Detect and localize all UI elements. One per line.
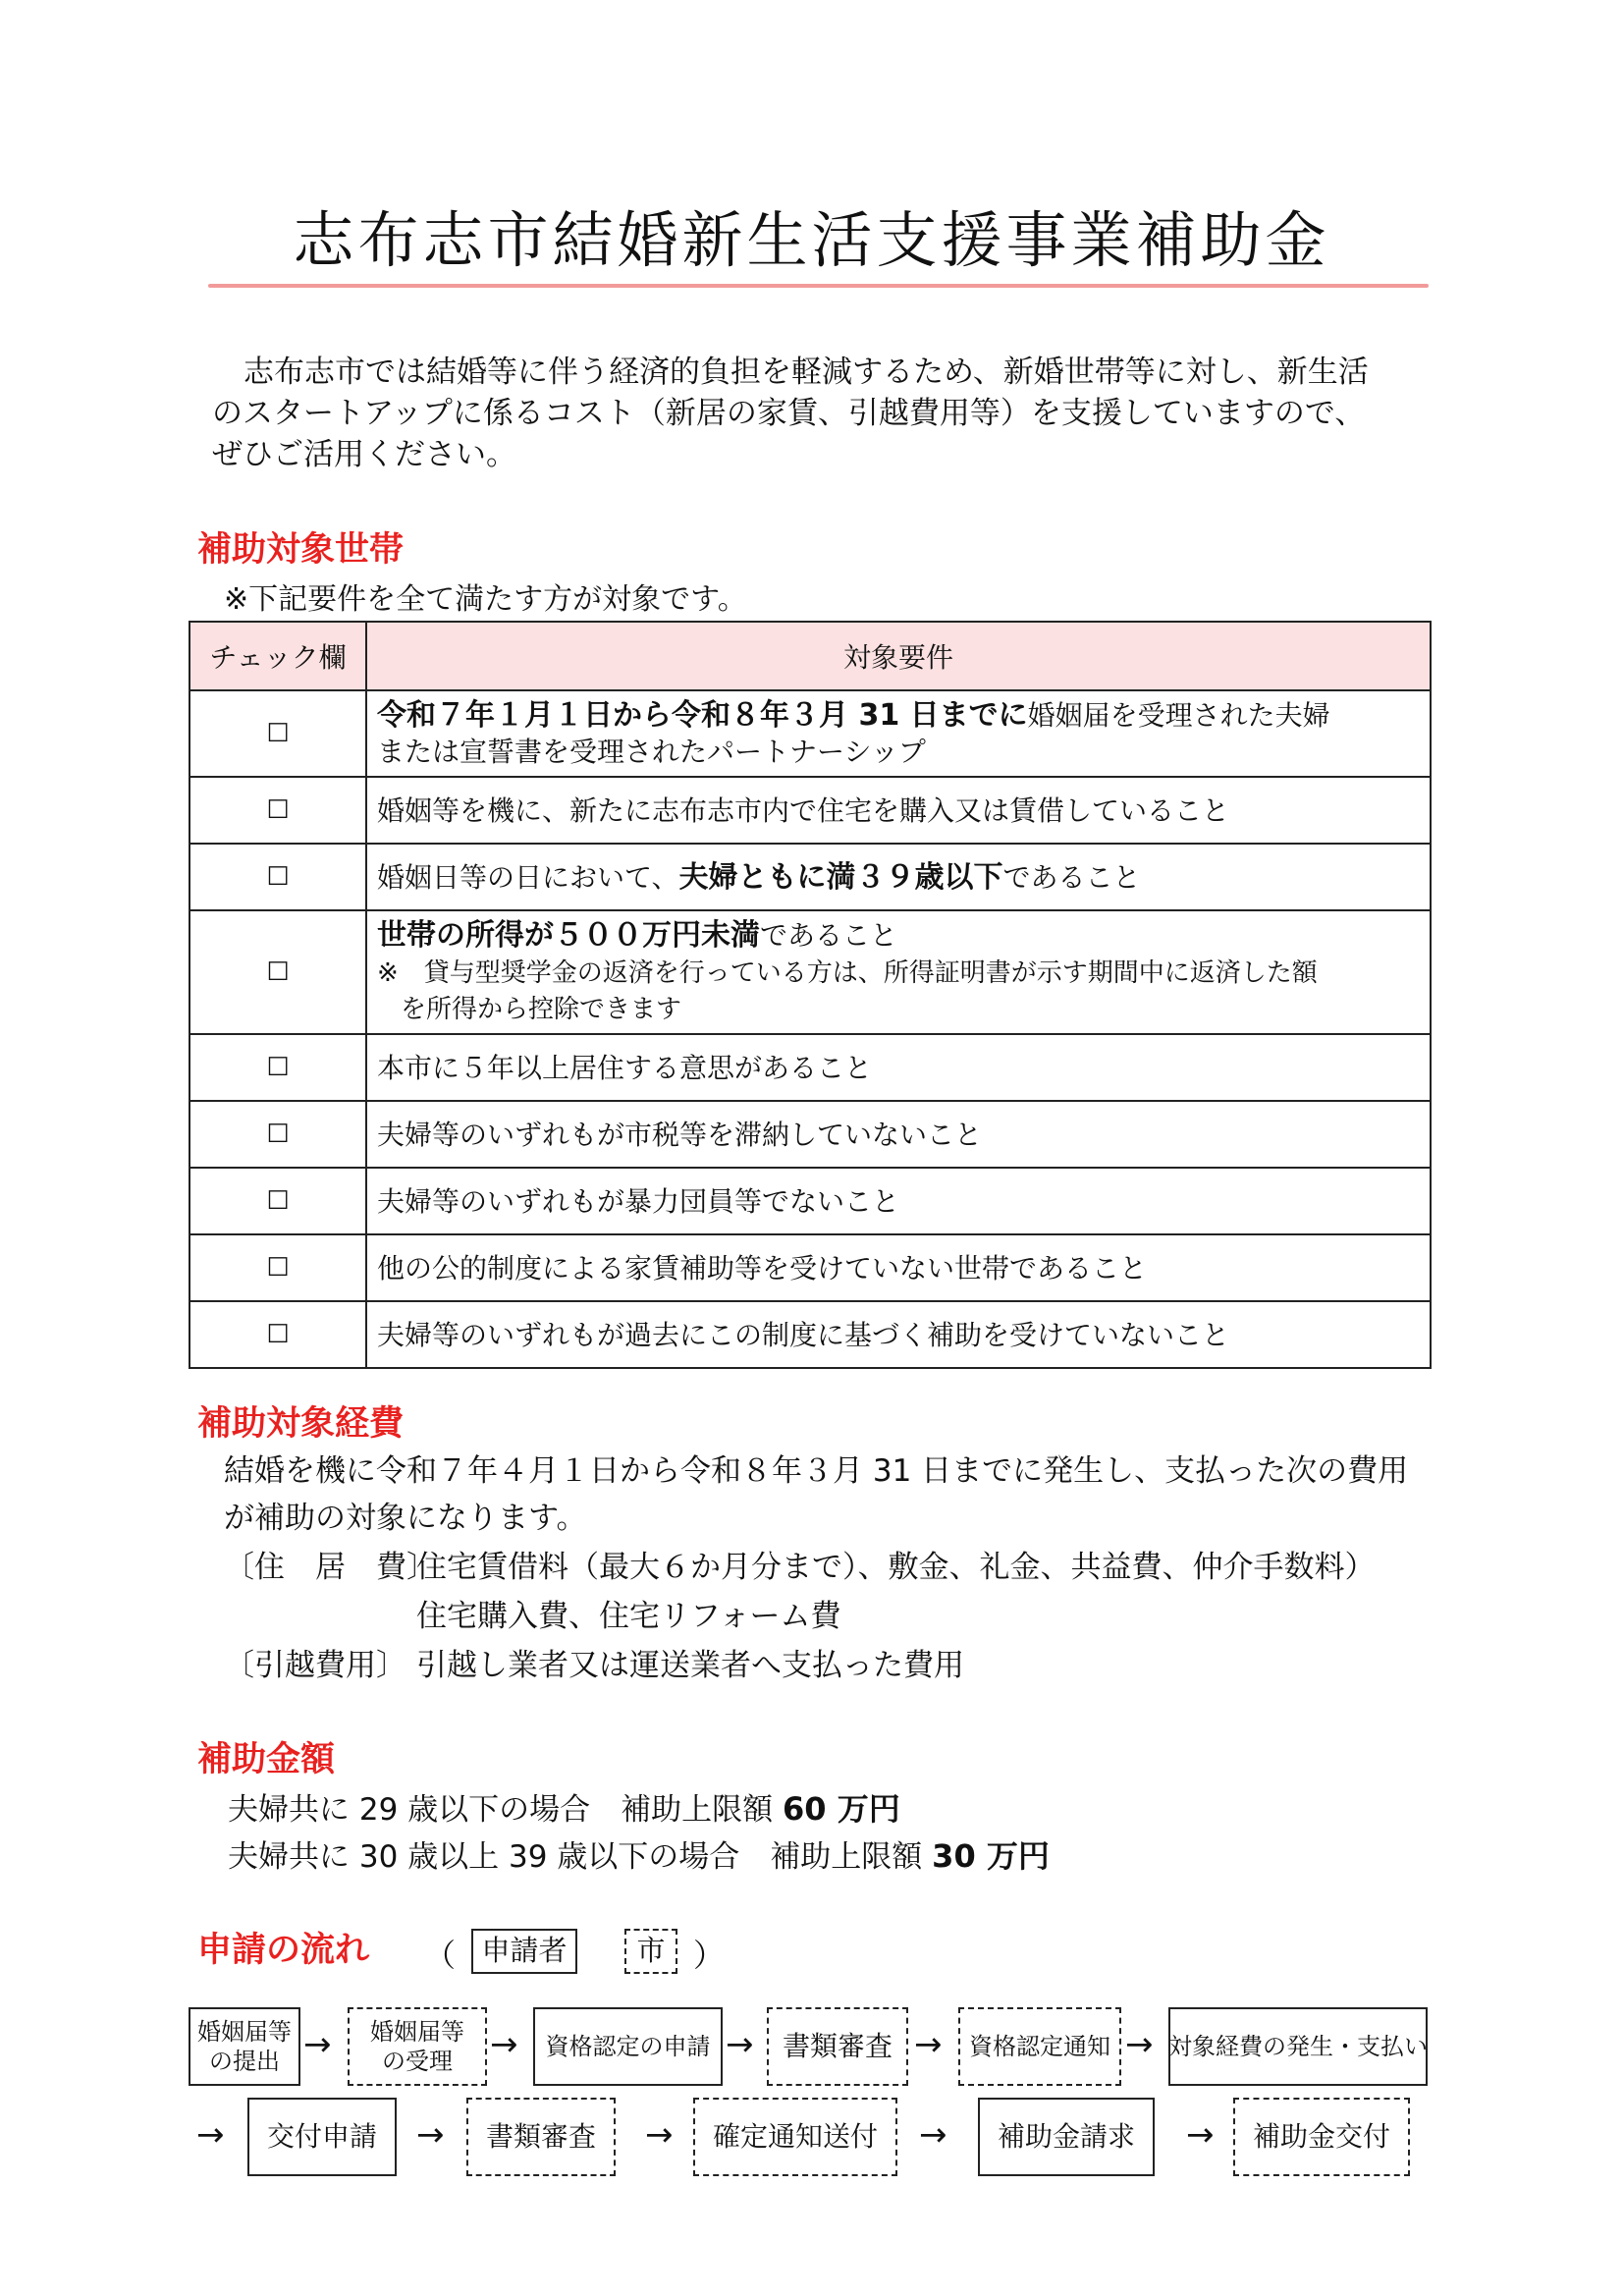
requirement-text: であること — [1002, 860, 1141, 894]
intro-line-1: 志布志市では結婚等に伴う経済的負担を軽減するため、新婚世帯等に対し、新生活 — [243, 355, 1369, 390]
flow-arrow: → — [196, 2115, 225, 2155]
intro-line-3: ぜひご活用ください。 — [212, 437, 516, 472]
table-row — [189, 690, 1431, 777]
moving-items: 引越し業者又は運送業者へ支払った費用 — [416, 1648, 964, 1683]
checkbox[interactable]: ☐ — [189, 844, 366, 910]
requirement-note: ※ 貸与型奨学金の返済を行っている方は、所得証明書が示す期間中に返済した額 — [377, 957, 1318, 988]
flow-step-decision-notice: 確定通知送付 — [693, 2098, 897, 2176]
flow-step-subsidy-payment: 補助金交付 — [1233, 2098, 1410, 2176]
flow-step-certification-notice: 資格認定通知 — [958, 2007, 1121, 2086]
table-row — [189, 910, 1431, 1034]
section-heading-application-flow: 申請の流れ — [197, 1931, 370, 1970]
title-underline — [208, 284, 1429, 288]
requirement-cell: 婚姻等を機に、新たに志布志市内で住宅を購入又は賃借していること — [366, 777, 1431, 844]
flow-arrow: → — [416, 2115, 445, 2155]
flow-step-grant-application: 交付申請 — [247, 2098, 397, 2176]
legend-paren-open: （ — [424, 1937, 457, 1974]
requirement-cell: 他の公的制度による家賃補助等を受けていない世帯であること — [366, 1234, 1431, 1301]
section-heading-eligible-households: 補助対象世帯 — [197, 530, 405, 570]
checkbox[interactable]: ☐ — [189, 1301, 366, 1368]
requirements-table — [189, 621, 1432, 1369]
legend-paren-close: ） — [693, 1937, 726, 1974]
table-row — [189, 777, 1431, 844]
eligibility-note: ※下記要件を全て満たす方が対象です。 — [224, 582, 747, 617]
flow-arrow: → — [303, 2025, 332, 2064]
requirement-cell — [366, 910, 1431, 1034]
flow-step-document-review: 書類審査 — [767, 2007, 908, 2086]
requirement-cell: 夫婦等のいずれもが暴力団員等でないこと — [366, 1168, 1431, 1234]
section-heading-subsidy-amount: 補助金額 — [197, 1740, 336, 1779]
amount-case-2 — [228, 1832, 1050, 1881]
flow-arrow: → — [1125, 2025, 1154, 2064]
flow-step-document-review-2: 書類審査 — [466, 2098, 616, 2176]
table-header-row — [189, 622, 1431, 690]
checkbox[interactable]: ☐ — [189, 1101, 366, 1168]
expenses-line-1: 結婚を機に令和７年４月１日から令和８年３月 31 日までに発生し、支払った次の費用 — [224, 1453, 1409, 1489]
requirement-cell — [366, 690, 1431, 777]
requirement-text-line2: または宣誓書を受理されたパートナーシップ — [377, 736, 926, 768]
amount-case-1-value: 60 万円 — [783, 1790, 900, 1828]
housing-items-1: 住宅賃借料（最大６か月分まで）、敷金、礼金、共益費、仲介手数料） — [416, 1550, 1376, 1585]
page-title: 志布志市結婚新生活支援事業補助金 — [293, 204, 1330, 276]
intro-paragraph — [212, 352, 1430, 475]
requirement-cell: 本市に５年以上居住する意思があること — [366, 1034, 1431, 1101]
section-heading-eligible-expenses: 補助対象経費 — [197, 1404, 405, 1444]
legend-city-box: 市 — [624, 1929, 677, 1974]
flow-step-label: の提出 — [209, 2048, 280, 2075]
intro-line-2: のスタートアップに係るコスト（新居の家賃、引越費用等）を支援していますので、 — [212, 396, 1366, 431]
moving-label: 〔引越費用〕 — [224, 1648, 406, 1683]
requirement-cell: 夫婦等のいずれもが過去にこの制度に基づく補助を受けていないこと — [366, 1301, 1431, 1368]
housing-label: 〔住 居 費〕 — [224, 1550, 437, 1585]
flow-step-receive-marriage — [348, 2007, 487, 2086]
flow-step-label: 婚姻届等 — [197, 2018, 292, 2046]
amount-case-1 — [228, 1785, 900, 1833]
checkbox[interactable]: ☐ — [189, 1034, 366, 1101]
table-row — [189, 1101, 1431, 1168]
checkbox[interactable]: ☐ — [189, 1234, 366, 1301]
column-header-requirement: 対象要件 — [366, 622, 1431, 690]
checkbox[interactable]: ☐ — [189, 777, 366, 844]
requirement-note-cont: を所得から控除できます — [401, 994, 682, 1024]
table-row — [189, 1034, 1431, 1101]
amount-case-1-text: 夫婦共に 29 歳以下の場合 補助上限額 — [228, 1792, 784, 1828]
flow-step-apply-certification: 資格認定の申請 — [533, 2007, 723, 2086]
table-row — [189, 1301, 1431, 1368]
flow-step-submit-marriage — [189, 2007, 300, 2086]
table-row — [189, 1234, 1431, 1301]
requirement-cell: 夫婦等のいずれもが市税等を滞納していないこと — [366, 1101, 1431, 1168]
amount-case-2-value: 30 万円 — [932, 1837, 1050, 1875]
checkbox[interactable]: ☐ — [189, 1168, 366, 1234]
flow-step-expenses-paid: 対象経費の発生・支払い — [1168, 2007, 1428, 2086]
flow-step-subsidy-request: 補助金請求 — [978, 2098, 1155, 2176]
legend-applicant-box: 申請者 — [471, 1929, 577, 1974]
flow-arrow: → — [914, 2025, 943, 2064]
requirement-bold: 夫婦ともに満３９歳以下 — [678, 859, 1003, 895]
expenses-line-2: が補助の対象になります。 — [224, 1501, 587, 1536]
amount-case-2-text: 夫婦共に 30 歳以上 39 歳以下の場合 補助上限額 — [228, 1839, 933, 1875]
flow-step-label: 婚姻届等 — [370, 2018, 464, 2046]
expenses-description — [224, 1448, 1432, 1542]
housing-items-2: 住宅購入費、住宅リフォーム費 — [416, 1599, 841, 1634]
table-row — [189, 1168, 1431, 1234]
requirement-bold: 世帯の所得が５００万円未満 — [377, 917, 760, 953]
table-row — [189, 844, 1431, 910]
flow-arrow: → — [1186, 2115, 1215, 2155]
flow-arrow: → — [919, 2115, 947, 2155]
flow-step-label: の受理 — [382, 2048, 453, 2075]
requirement-cell — [366, 844, 1431, 910]
requirement-text: 婚姻日等の日において、 — [377, 860, 679, 894]
flow-arrow: → — [726, 2025, 754, 2064]
flow-arrow: → — [645, 2115, 674, 2155]
checkbox[interactable]: ☐ — [189, 690, 366, 777]
flow-arrow: → — [490, 2025, 518, 2064]
checkbox[interactable]: ☐ — [189, 910, 366, 1034]
requirement-text: 婚姻届を受理された夫婦 — [1027, 699, 1330, 732]
column-header-check: チェック欄 — [189, 622, 366, 690]
requirement-text: であること — [760, 918, 898, 952]
requirement-bold: 令和７年１月１日から令和８年３月 31 日までに — [377, 698, 1028, 733]
